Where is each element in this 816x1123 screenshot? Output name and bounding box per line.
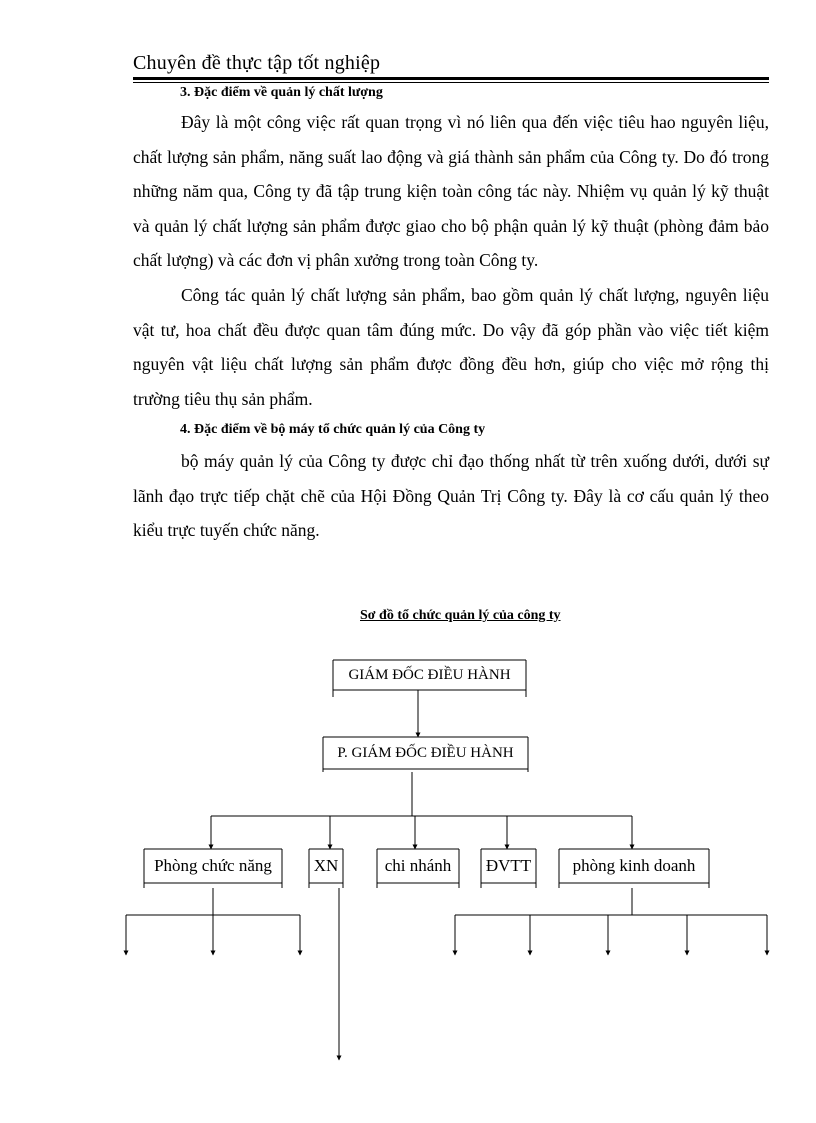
org-node-general-director: GIÁM ĐỐC ĐIỀU HÀNH xyxy=(348,666,511,683)
document-header-title: Chuyên đề thực tập tốt nghiệp xyxy=(133,52,381,74)
section-4-heading: 4. Đặc điểm về bộ máy tổ chức quản lý của Công ty xyxy=(180,422,486,437)
section-3-heading: 3. Đặc điểm về quản lý chất lượng xyxy=(180,85,383,100)
org-node-functional-departments: Phòng chức năng xyxy=(154,856,272,875)
org-node-dvtt: ĐVTT xyxy=(485,856,532,875)
section-3-paragraph-1: Đây là một công việc rất quan trọng vì nó liên qua đến việc tiêu hao nguyên liệu, chất lượng sản phẩm, năng suất lao động và giá thành sản phẩm của Công ty. Do đó trong những năm qua, Công ty đã tập trung kiện toàn công tác này. Nhiệm vụ quản lý kỹ thuật và quản lý chất lượng sản phẩm được giao cho bộ phận quản lý kỹ thuật (phòng đảm bảo chất lượng) và các đơn vị phân xưởng trong toàn Công ty. xyxy=(133,112,769,271)
org-node-branch: chi nhánh xyxy=(384,856,452,875)
org-node-sales-department: phòng kinh doanh xyxy=(572,856,696,875)
org-node-xn: XN xyxy=(313,856,339,875)
org-chart-title: Sơ đồ tổ chức quản lý của công ty xyxy=(360,608,561,623)
org-node-deputy-director: P. GIÁM ĐỐC ĐIỀU HÀNH xyxy=(337,744,514,761)
section-4-paragraph-1: bộ máy quản lý của Công ty được chỉ đạo thống nhất từ trên xuống dưới, dưới sự lãnh đạo trực tiếp chặt chẽ của Hội Đồng Quản Trị Công ty. Đây là cơ cấu quản lý theo kiểu trực tuyến chức năng. xyxy=(133,451,769,541)
section-3-paragraph-2: Công tác quản lý chất lượng sản phẩm, bao gồm quản lý chất lượng, nguyên liệu vật tư, hoa chất đều được quan tâm đúng mức. Do vậy đã góp phần vào việc tiết kiệm nguyên vật liệu chất lượng sản phẩm được đồng đều hơn, giúp cho việc mở rộng thị trường tiêu thụ sản phẩm. xyxy=(133,285,769,409)
